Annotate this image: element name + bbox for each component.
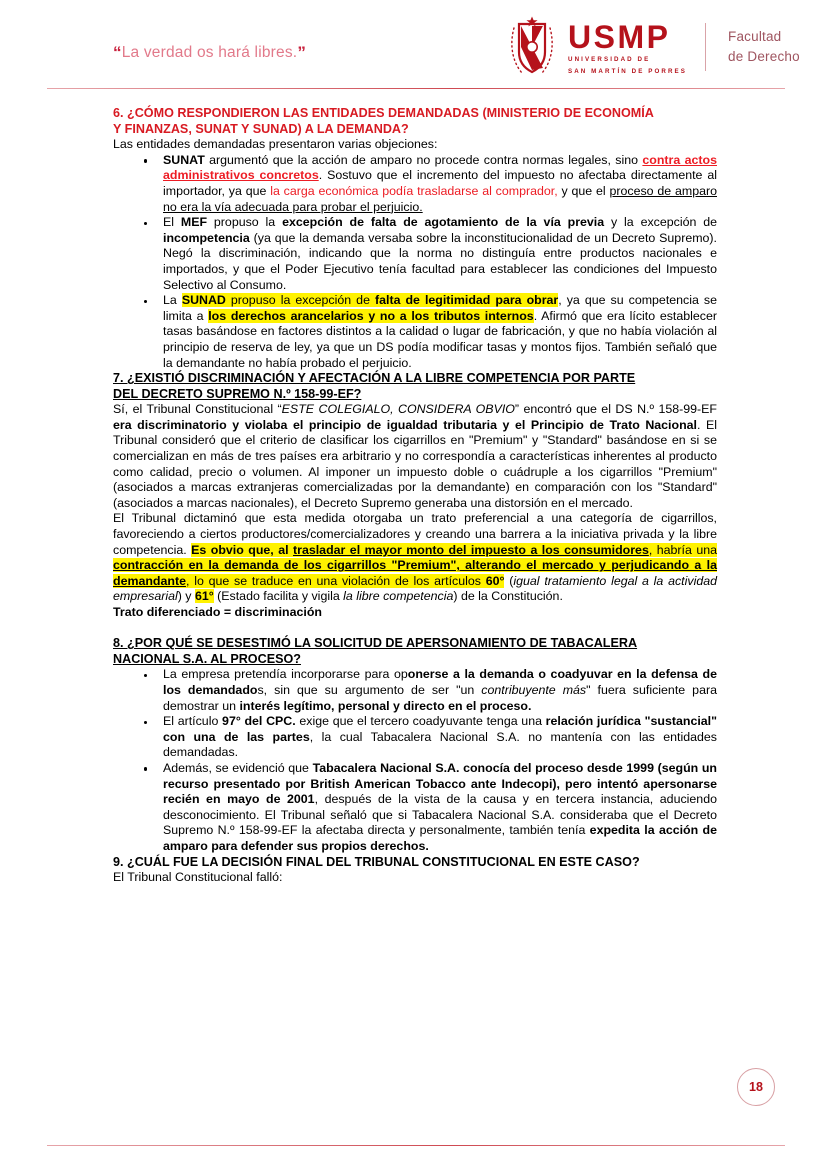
q7-conclusion	[113, 605, 717, 621]
header-rule	[47, 88, 785, 89]
heading-question-6-line1: 6. ¿CÓMO RESPONDIERON LAS ENTIDADES DEMANDADAS (MINISTERIO DE ECONOMÍA	[113, 106, 654, 120]
heading-question-6-line2: Y FINANZAS, SUNAT Y SUNAD) A LA DEMANDA?	[113, 121, 409, 136]
footer-rule	[47, 1145, 785, 1146]
list-item: La SUNAD propuso la excepción de falta de legitimidad para obrar, ya que su competencia se limita a los derechos arancelarios y no a los tributos internos. Afirmó que era lícito establecer tasas basándose en factores distintos a la calidad o lugar de fabricación, y que no había violación al principio de reserva de ley, ya que un DS podía modificar tasas y montos fijos. También señaló que la demandante no había probado el perjuicio.	[113, 293, 717, 371]
q6-intro: Las entidades demandadas presentaron varias objeciones:	[113, 137, 438, 152]
faculty-line-1: Facultad	[728, 28, 782, 44]
heading-question-7-line1: 7. ¿EXISTIÓ DISCRIMINACIÓN Y AFECTACIÓN A LA LIBRE COMPETENCIA POR PARTE	[113, 371, 636, 386]
q7-paragraph-1: Sí, el Tribunal Constitucional “ESTE COLEGIALO, CONSIDERA OBVIO” encontró que el DS N.º 158-99-EF era discriminatorio y violaba el principio de igualdad tributaria y el Principio de Trato Nacional. El Tribunal consideró que el criterio de clasificar los cigarrillos en "Premium" y "Standard" basándose en si se comercializan en más de tres países era arbitrario y no correspondía a características inherentes al producto como calidad, precio o volumen. Al imponer un impuesto doble o cuádruple a los cigarrillos "Premium" (asociados a marcas extranjeras comercializadas por la demandante) en comparación con los "Standard" (asociados a marcas nacionales), el Decreto Supremo generaba una distorsión en el mercado.	[113, 402, 717, 510]
q9-paragraph: El Tribunal Constitucional falló:	[113, 870, 283, 885]
heading-question-8-line2: NACIONAL S.A. AL PROCESO?	[113, 651, 301, 666]
usmp-fullname-line2: SAN MARTÍN DE PORRES	[568, 67, 688, 75]
quote-close-mark: ”	[297, 43, 307, 62]
heading-question-8-line1: 8. ¿POR QUÉ SE DESESTIMÓ LA SOLICITUD DE APERSONAMIENTO DE TABACALERA	[113, 636, 638, 651]
list-item: La empresa pretendía incorporarse para oponerse a la demanda o coadyuvar en la defensa de los demandados, sin que su argumento de ser "un contribuyente más" fuera suficiente para demostrar un interés legítimo, personal y directo en el proceso.	[113, 667, 717, 714]
usmp-wordmark	[568, 18, 687, 77]
header-motto	[113, 43, 306, 63]
q6-bullet-list	[113, 153, 717, 371]
usmp-fullname-line1: UNIVERSIDAD DE	[568, 55, 651, 63]
list-item: El MEF propuso la excepción de falta de agotamiento de la vía previa y la excepción de incompetencia (ya que la demanda versaba sobre la inconstitucionalidad de un Decreto Supremo). Negó la discriminación, indicando que la norma no distinguía entre productos nacionales e importados, y que el Poder Ejecutivo tenía facultad para establecer las condiciones del Impuesto Selectivo al Consumo.	[113, 215, 717, 293]
paragraph-spacer	[113, 621, 717, 637]
quote-open-mark: “	[113, 43, 122, 62]
list-item: Además, se evidenció que Tabacalera Nacional S.A. conocía del proceso desde 1999 (según un recurso presentado por British American Tobacco ante Indecopi), pero intentó apersonarse recién en mayo de 2001, después de la vista de la causa y en tercera instancia, aduciendo desconocimiento. El Tribunal señaló que si Tabacalera Nacional S.A. consideraba que el Decreto Supremo N.º 158-99-EF la afectaba directa y personalmente, también tenía expedita la acción de amparo para defender sus propios derechos.	[113, 761, 717, 855]
faculty-line-2: de Derecho	[728, 49, 800, 64]
header-motto-text: La verdad os hará libres.	[121, 44, 298, 61]
brand-divider	[705, 23, 706, 71]
usmp-crest-icon	[505, 16, 559, 78]
heading-question-9: 9. ¿CUÁL FUE LA DECISIÓN FINAL DEL TRIBUNAL CONSTITUCIONAL EN ESTE CASO?	[113, 854, 640, 869]
page-number-badge	[737, 1068, 775, 1106]
list-item: SUNAT argumentó que la acción de amparo no procede contra normas legales, sino contra actos administrativos concretos. Sostuvo que el incremento del impuesto no afectaba directamente al importador, ya que la carga económica podía trasladarse al comprador, y que el proceso de amparo no era la vía adecuada para probar el perjuicio.	[113, 153, 717, 215]
q8-bullet-list	[113, 667, 717, 854]
q7-paragraph-2: El Tribunal dictaminó que esta medida otorgaba un trato preferencial a una categoría de cigarrillos, favoreciendo a ciertos productores/comercializadores y creando una barrera a la iniciativa privada y la libre competencia. Es obvio que, al trasladar el mayor monto del impuesto a los consumidores, habría una contracción en la demanda de los cigarrillos "Premium", alterando el mercado y perjudicando a la demandante, lo que se traduce en una violación de los artículos 60° (igual tratamiento legal a la actividad empresarial) y 61° (Estado facilita y vigila la libre competencia) de la Constitución.	[113, 511, 718, 604]
q7-conclusion-text: Trato diferenciado = discriminación	[113, 605, 322, 619]
faculty-name	[728, 27, 800, 68]
list-item: El artículo 97° del CPC. exige que el tercero coadyuvante tenga una relación jurídica "sustancial" con una de las partes, la cual Tabacalera Nacional S.A. no mantenía con las entidades demandadas.	[113, 714, 717, 761]
document-body	[113, 106, 717, 886]
usmp-acronym: USMP	[568, 18, 671, 55]
heading-question-7-line2: DEL DECRETO SUPREMO N.º 158-99-EF?	[113, 386, 362, 401]
usmp-brand	[505, 16, 800, 78]
page-number-value: 18	[749, 1080, 763, 1094]
page-header	[0, 0, 828, 92]
